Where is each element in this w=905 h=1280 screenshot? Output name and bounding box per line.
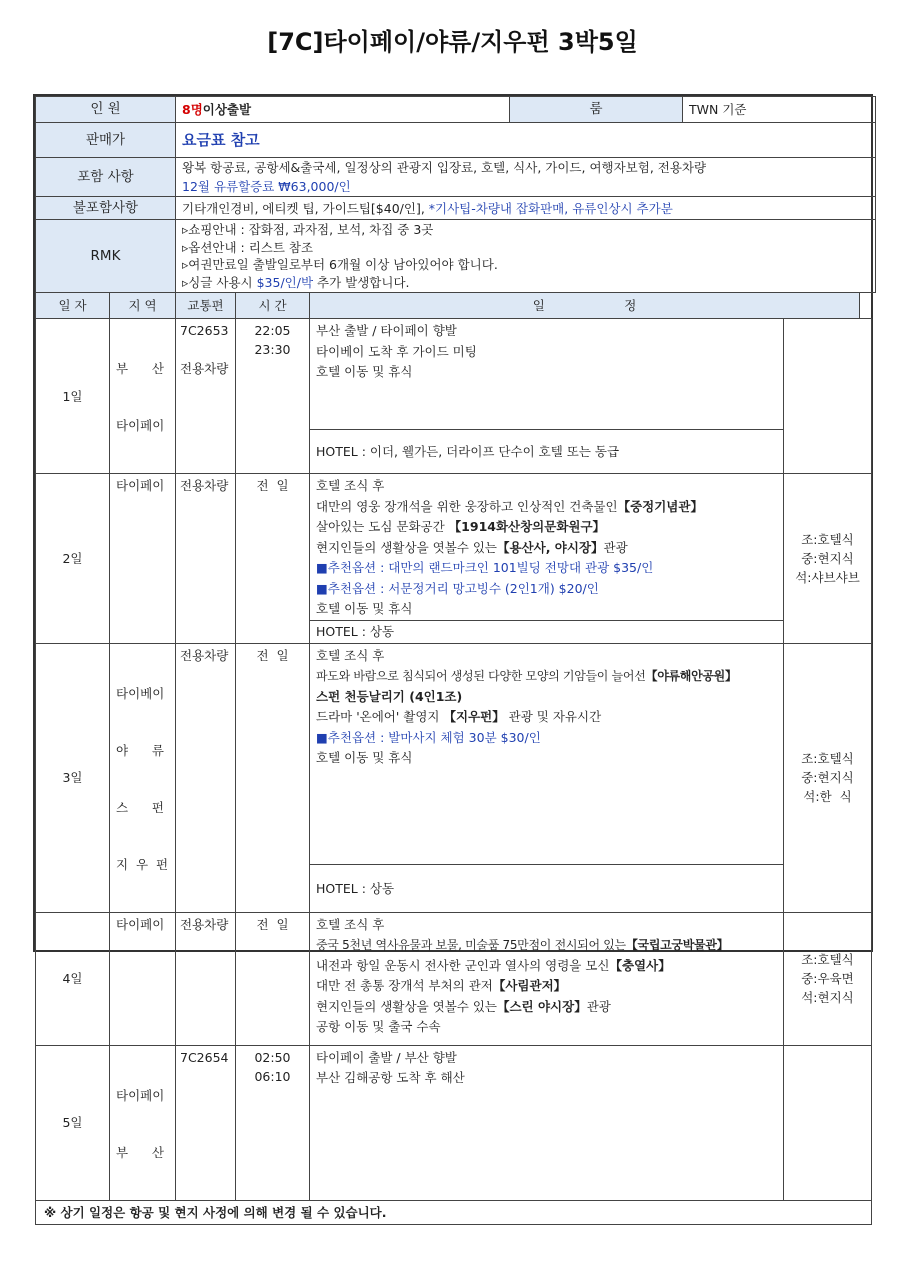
option-line: ■추천옵션 : 서문정거리 망고빙수 (2인1개) $20/인: [316, 580, 599, 596]
day-row: [36, 643, 872, 864]
schedule: 호텔 조식 후 대만의 영웅 장개석을 위한 웅장하고 인상적인 건축물인【중정기념관】 살아있는 도심 문화공간 【1914화산창의문화원구】 현지인들의 생활상을 엿볼수 있는【용산사, 야시장】관광 ■추천옵션 : 대만의 랜드마크인 101빌딩 전망대 관광 $35/인 ■추천옵션 : 서문정거리 망고빙수 (2인1개) $20/인 호텔 이동 및 휴식: [310, 474, 784, 621]
transport: 7C2654: [176, 1045, 236, 1200]
persons-count: 8명: [182, 102, 203, 117]
room-value: TWN 기준: [683, 97, 876, 123]
transport: 전용차량: [176, 912, 236, 1045]
include-value: [176, 158, 876, 197]
exclude-row: [36, 197, 876, 220]
day-label: 1일: [36, 319, 110, 474]
schedule: 호텔 조식 후 중국 5천년 역사유물과 보물, 미술품 75만점이 전시되어 있는【국립고궁박물관】 내전과 항일 운동시 전사한 군인과 열사의 영령을 모신【충열사】 대만 전 총통 장개석 부처의 관저【사림관저】 현지인들의 생활상을 엿볼수 있는【스린 야시장】관광 공항 이동 및 출국 수속: [310, 912, 784, 1045]
exclude-label: 불포함사항: [36, 197, 176, 220]
time: 전 일: [236, 643, 310, 912]
col-region: 지 역: [110, 293, 176, 319]
schedule: 부산 출발 / 타이페이 향발 타이베이 도착 후 가이드 미팅 호텔 이동 및 휴식: [310, 319, 784, 430]
rmk-line: ▹옵션안내 : 리스트 참조: [182, 239, 314, 255]
days-table: [35, 318, 872, 1225]
transport: 7C2653 전용차량: [176, 319, 236, 474]
persons-value: [176, 97, 510, 123]
time: 전 일: [236, 474, 310, 644]
time: 02:50 06:10: [236, 1045, 310, 1200]
itinerary-table-frame: [33, 94, 873, 1220]
col-time: 시 간: [236, 293, 310, 319]
day-row: [36, 1045, 872, 1200]
persons-label: 인 원: [36, 97, 176, 123]
region: 부 산 타이페이: [110, 319, 176, 474]
hotel: HOTEL : 상동: [310, 864, 784, 912]
region: 타이페이: [110, 474, 176, 644]
include-row: [36, 158, 876, 197]
rmk-line: ▹싱글 사용시 $35/인/박 추가 발생합니다.: [182, 274, 410, 290]
footer-note: ※ 상기 일정은 항공 및 현지 사정에 의해 변경 될 수 있습니다.: [36, 1200, 872, 1224]
time: 전 일: [236, 912, 310, 1045]
meals: 조:호텔식 중:우육면 석:현지식: [784, 912, 872, 1045]
price-row: [36, 123, 876, 158]
include-line-2: 12월 유류할증료 ₩63,000/인: [182, 179, 351, 194]
include-line-1: 왕복 항공료, 공항세&출국세, 일정상의 관광지 입장료, 호텔, 식사, 가이드, 여행자보험, 전용차량: [182, 160, 707, 175]
rmk-line: ▹쇼핑안내 : 잡화점, 과자점, 보석, 차집 중 3곳: [182, 222, 434, 237]
day-label: 3일: [36, 643, 110, 912]
hotel: HOTEL : 상동: [310, 620, 784, 643]
column-header-row: [36, 293, 876, 319]
hotel: HOTEL : 이더, 웰가든, 더라이프 단수이 호텔 또는 동급: [310, 429, 784, 473]
transport: 전용차량: [176, 474, 236, 644]
meals: 조:호텔식 중:현지식 석:한 식: [784, 643, 872, 912]
day-row: [36, 474, 872, 621]
option-line: ■추천옵션 : 발마사지 체험 30분 $30/인: [316, 729, 541, 745]
col-schedule: 일 정: [310, 293, 860, 319]
transport: 전용차량: [176, 643, 236, 912]
price-label: 판매가: [36, 123, 176, 158]
day-label: 4일: [36, 912, 110, 1045]
time: 22:05 23:30: [236, 319, 310, 474]
option-line: ■추천옵션 : 대만의 랜드마크인 101빌딩 전망대 관광 $35/인: [316, 560, 654, 575]
col-day: 일 자: [36, 293, 110, 319]
meals: [784, 1045, 872, 1200]
persons-row: [36, 97, 876, 123]
schedule: 타이페이 출발 / 부산 향발 부산 김해공항 도착 후 해산: [310, 1045, 784, 1200]
itinerary-table: [35, 96, 876, 319]
persons-rest: 이상출발: [202, 102, 252, 117]
footer-row: [36, 1200, 872, 1224]
meals: 조:호텔식 중:현지식 석:샤브샤브: [784, 474, 872, 644]
price-value: 요금표 참고: [176, 123, 876, 158]
include-label: 포함 사항: [36, 158, 176, 197]
rmk-line: ▹여권만료일 출발일로부터 6개월 이상 남아있어야 합니다.: [182, 257, 498, 272]
schedule: 호텔 조식 후 파도와 바람으로 침식되어 생성된 다양한 모양의 기암들이 늘어선【야류해안공원】 스펀 천등날리기 (4인1조) 드라마 '온에어' 촬영지 【지우펀】 관광 및 자유시간 ■추천옵션 : 발마사지 체험 30분 $30/인 호텔 이동 및 휴식: [310, 643, 784, 864]
day-row: [36, 912, 872, 1045]
region: 타이베이 야 류 스 펀 지 우 펀: [110, 643, 176, 912]
page-title: [7C]타이페이/야류/지우펀 3박5일: [267, 28, 638, 56]
day-label: 5일: [36, 1045, 110, 1200]
rmk-row: [36, 220, 876, 293]
region: 타이페이 부 산: [110, 1045, 176, 1200]
rmk-value: [176, 220, 876, 293]
room-label: 룸: [510, 97, 683, 123]
rmk-label: RMK: [36, 220, 176, 293]
col-transport: 교통편: [176, 293, 236, 319]
meals: [784, 319, 872, 474]
exclude-value: 기타개인경비, 에티켓 팁, 가이드팁[$40/인], *기사팁-차량내 잡화판매, 유류인상시 추가분: [176, 197, 876, 220]
day-label: 2일: [36, 474, 110, 644]
day-row: [36, 319, 872, 430]
region: 타이페이: [110, 912, 176, 1045]
